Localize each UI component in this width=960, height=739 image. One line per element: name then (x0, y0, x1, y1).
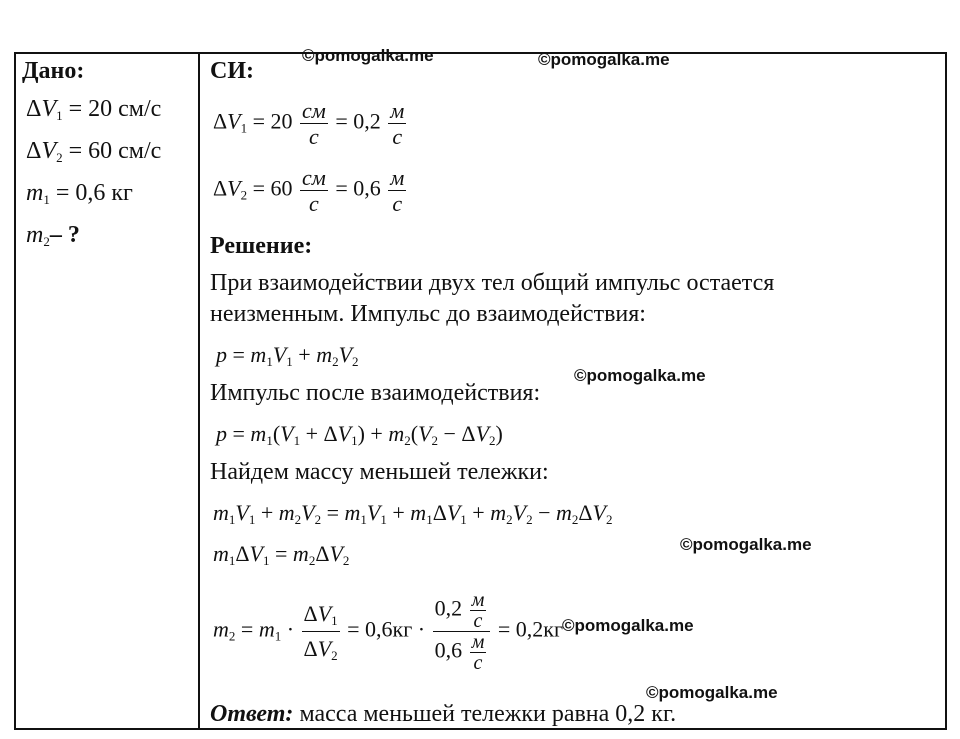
si-conversion-v1: $\Delta V_1 = 20$ $\frac{см}{с}$ = 0,2 $\frac{м}{с}$ (213, 98, 405, 149)
solution-para1-line2: неизменным. Импульс до взаимодействия: (210, 301, 646, 327)
column-divider (198, 52, 200, 730)
formula-momentum-after: $p = m_1(V_1 + \Delta V_1) + m_2(V_2 - \Delta V_2)$ (216, 421, 503, 448)
given-dv2: $\Delta V_2 = 60$ см/с (26, 138, 162, 165)
solution-para2: Импульс после взаимодействия: (210, 380, 541, 406)
solution-para3: Найдем массу меньшей тележки: (210, 459, 549, 485)
watermark: ©pomogalka.me (538, 50, 670, 69)
answer (210, 701, 676, 728)
solution-para1-line1: При взаимодействии двух тел общий импульс остается (210, 270, 775, 296)
given-m1: $m_1 = 0,6$ кг (26, 180, 133, 207)
watermark: ©pomogalka.me (646, 683, 778, 702)
given-dv1: $\Delta V_1 = 20$ см/с (26, 96, 162, 123)
given-title: Дано: (22, 58, 85, 84)
watermark: ©pomogalka.me (574, 366, 706, 385)
answer-label: Ответ: (210, 701, 294, 727)
solution-title: Решение: (210, 233, 313, 259)
watermark: ©pomogalka.me (302, 46, 434, 65)
watermark: ©pomogalka.me (562, 616, 694, 635)
formula-result: $m_2 = m_1$ · $\frac{\Delta V_1}{\Delta V_2}$ = 0,6кг · 0,2 $\frac{м}{с}$ 0,6 $\frac{м}{с}$ = 0,2кг (213, 589, 563, 674)
si-conversion-v2: $\Delta V_2 = 60$ $\frac{см}{с}$ = 0,6 $\frac{м}{с}$ (213, 165, 405, 216)
si-title: СИ: (210, 58, 254, 84)
formula-equation: $m_1V_1 + m_2V_2 = m_1V_1 + m_1\Delta V_1 + m_2V_2 - m_2\Delta V_2$ (213, 500, 613, 527)
answer-text: масса меньшей тележки равна 0,2 кг. (299, 701, 677, 727)
given-m2: $m_2-$ ? (26, 222, 80, 249)
formula-simplified: $m_1\Delta V_1 = m_2\Delta V_2$ (213, 541, 350, 568)
watermark: ©pomogalka.me (680, 535, 812, 554)
formula-momentum-before: $p = m_1V_1 + m_2V_2$ (216, 342, 359, 369)
